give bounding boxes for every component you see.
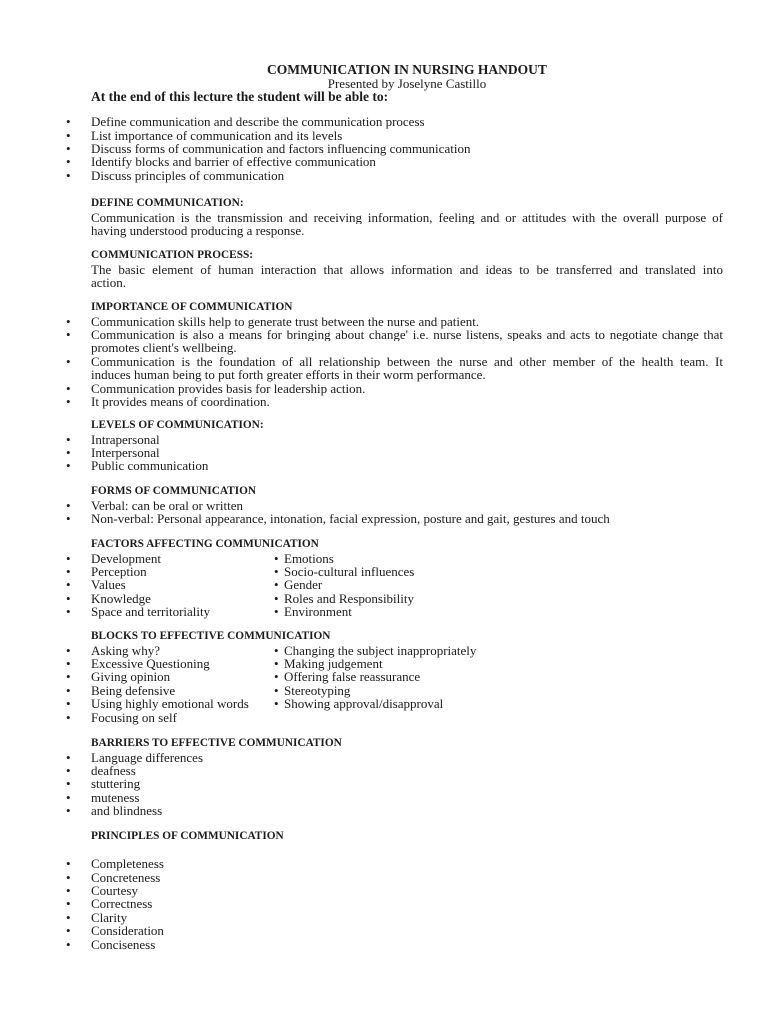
importance-section [91, 301, 723, 408]
factors-item: • Perception [91, 565, 723, 578]
levels-item: • Intrapersonal [91, 433, 723, 446]
barriers-section [91, 737, 723, 817]
blocks-item: • Using highly emotional words [91, 697, 723, 710]
factors-item: • Roles and Responsibility [284, 592, 414, 605]
barriers-item: • Language differences [91, 751, 723, 764]
blocks-section [91, 630, 723, 724]
barriers-item: • deafness [91, 764, 723, 777]
define-text-line: having understood producing a response. [91, 223, 305, 239]
forms-item: • Non-verbal: Personal appearance, intonation, facial expression, posture and gait, gestures and touch [91, 512, 723, 525]
blocks-item: • Showing approval/disapproval [284, 697, 476, 710]
factors-columns [91, 552, 723, 619]
objective-item: • Discuss forms of communication and factors influencing communication [91, 142, 723, 155]
importance-item [91, 382, 723, 395]
factors-item: • Emotions [284, 552, 414, 565]
blocks-item: • Giving opinion [91, 670, 723, 683]
process-text-line: action. [91, 275, 127, 291]
document-presenter: Presented by Joselyne Castillo [327, 76, 487, 92]
objective-item: • List importance of communication and its levels [91, 129, 723, 142]
objective-item: • Define communication and describe the communication process [91, 115, 723, 128]
importance-item-line: • Communication is also a means for bringing about change' i.e. nurse listens, speaks and acts to negotiate change that [91, 328, 723, 342]
blocks-columns [91, 644, 723, 724]
process-text-line: The basic element of human interaction that allows information and ideas to be transferred and translated into [91, 262, 723, 277]
blocks-item: • Focusing on self [91, 711, 723, 724]
importance-item [91, 328, 723, 355]
levels-item: • Public communication [91, 459, 723, 472]
define-heading: DEFINE COMMUNICATION: [91, 197, 244, 210]
principles-item: • Clarity [91, 911, 723, 924]
principles-item: • Correctness [91, 897, 723, 910]
factors-item: • Knowledge [91, 592, 723, 605]
importance-item-line: • Communication is the foundation of all relationship between the nurse and other member of the health team. It [91, 354, 723, 369]
forms-heading: FORMS OF COMMUNICATION [91, 485, 257, 498]
principles-item: • Completeness [91, 857, 723, 870]
process-heading: COMMUNICATION PROCESS: [91, 249, 254, 262]
principles-item: • Consideration [91, 924, 723, 937]
importance-item-line: • Communication skills help to generate trust between the nurse and patient. [91, 313, 480, 329]
define-text-line: Communication is the transmission and receiving information, feeling and or attitudes with the overall purpose of [91, 210, 723, 225]
principles-list [91, 857, 723, 951]
factors-item: • Values [91, 578, 723, 591]
objectives-list [91, 115, 723, 182]
importance-item-line: • Communication provides basis for leadership action. [91, 380, 366, 396]
factors-item: • Environment [284, 605, 414, 618]
factors-item: • Space and territoriality [91, 605, 723, 618]
importance-item-line: • It provides means of coordination. [91, 394, 270, 410]
document-title: COMMUNICATION IN NURSING HANDOUT [267, 61, 547, 77]
factors-item: • Socio-cultural influences [284, 565, 414, 578]
blocks-item: • Making judgement [284, 657, 476, 670]
factors-heading: FACTORS AFFECTING COMMUNICATION [91, 538, 319, 551]
forms-section [91, 485, 723, 525]
blocks-item: • Offering false reassurance [284, 670, 476, 683]
importance-item [91, 395, 723, 408]
factors-item: • Development [91, 552, 723, 565]
importance-item [91, 315, 723, 328]
objectives-intro: At the end of this lecture the student will be able to: [91, 89, 389, 105]
importance-item [91, 355, 723, 382]
importance-item-line: induces human being to put forth greater efforts in their worm performance. [91, 367, 486, 383]
objective-item: • Identify blocks and barrier of effective communication [91, 155, 723, 168]
principles-item: • Conciseness [91, 938, 723, 951]
levels-heading: LEVELS OF COMMUNICATION: [91, 419, 264, 432]
barriers-item: • muteness [91, 791, 723, 804]
importance-heading: IMPORTANCE OF COMMUNICATION [91, 301, 293, 314]
barriers-heading: BARRIERS TO EFFECTIVE COMMUNICATION [91, 737, 342, 750]
blocks-item: • Stereotyping [284, 684, 476, 697]
levels-section [91, 419, 723, 473]
objective-item: • Discuss principles of communication [91, 169, 723, 182]
principles-heading: PRINCIPLES OF COMMUNICATION [91, 830, 284, 843]
importance-item-line: promotes client's wellbeing. [91, 340, 237, 356]
principles-item: • Courtesy [91, 884, 723, 897]
blocks-heading: BLOCKS TO EFFECTIVE COMMUNICATION [91, 630, 331, 643]
define-section [91, 197, 723, 237]
blocks-item: • Excessive Questioning [91, 657, 723, 670]
principles-item: • Concreteness [91, 871, 723, 884]
levels-item: • Interpersonal [91, 446, 723, 459]
blocks-item: • Being defensive [91, 684, 723, 697]
barriers-item: • stuttering [91, 777, 723, 790]
barriers-item: • and blindness [91, 804, 723, 817]
blocks-item: • Changing the subject inappropriately [284, 644, 476, 657]
factors-section [91, 538, 723, 618]
blocks-right-column [284, 644, 476, 711]
factors-item: • Gender [284, 578, 414, 591]
forms-item: • Verbal: can be oral or written [91, 499, 723, 512]
process-section [91, 249, 723, 289]
factors-right-column [284, 552, 414, 619]
blocks-item: • Asking why? [91, 644, 723, 657]
